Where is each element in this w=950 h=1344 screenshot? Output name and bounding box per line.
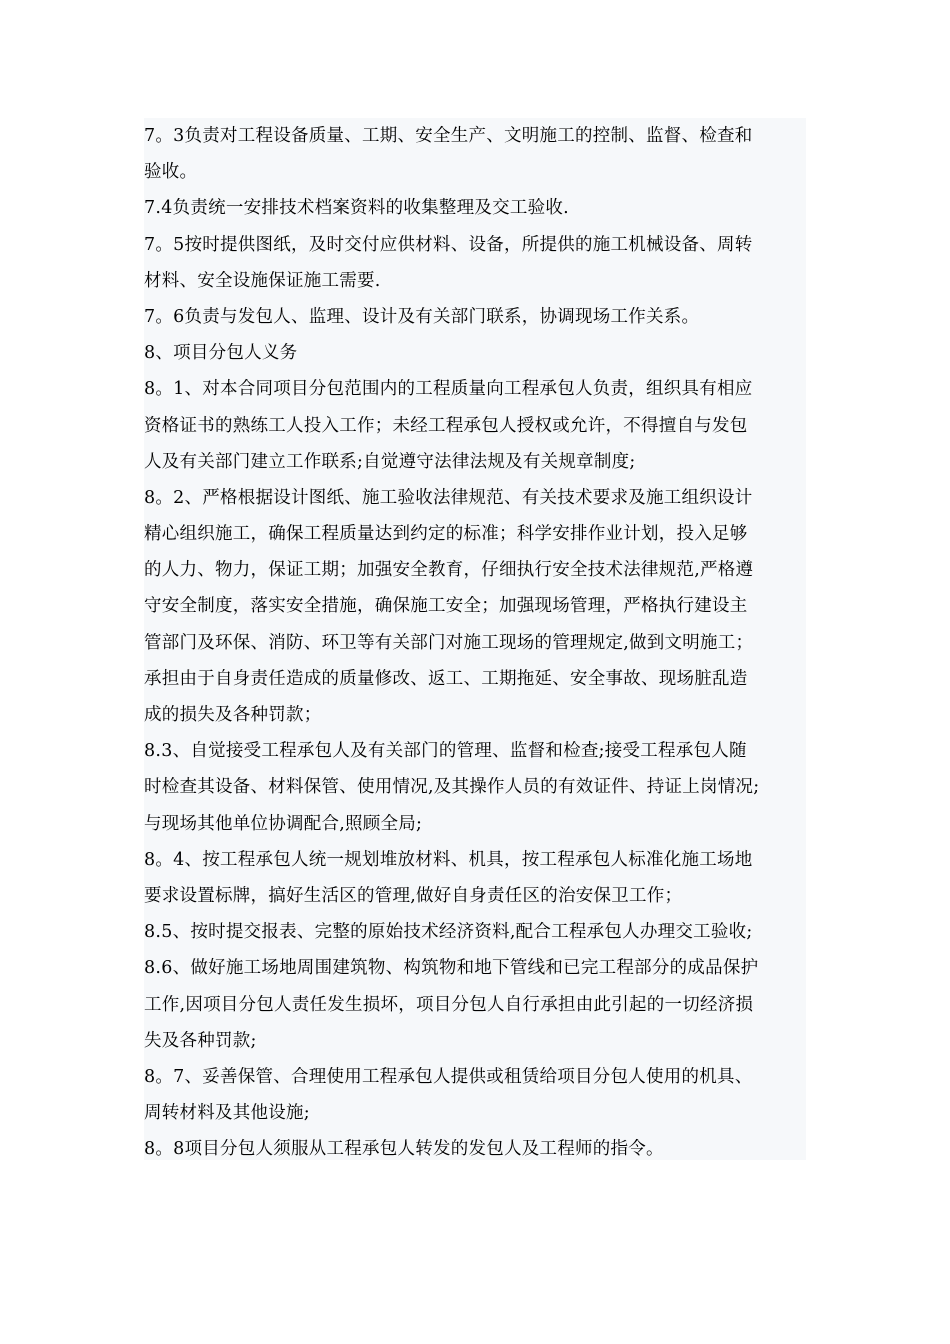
section-heading: 8、项目分包人义务 <box>144 343 298 364</box>
text-line: 时检查其设备、材料保管、使用情况,及其操作人员的有效证件、持证上岗情况; <box>144 777 760 798</box>
text-line: 材料、安全设施保证施工需要. <box>144 270 381 291</box>
text-line: 承担由于自身责任造成的质量修改、返工、工期拖延、安全事故、现场脏乱造 <box>144 668 748 689</box>
text-line: 成的损失及各种罚款； <box>144 705 322 725</box>
text-line: 8.5、按时提交报表、完整的原始技术经济资料,配合工程承包人办理交工验收; <box>144 922 753 943</box>
text-line: 周转材料及其他设施; <box>144 1103 310 1124</box>
text-line: 8。8项目分包人须服从工程承包人转发的发包人及工程师的指令。 <box>144 1139 664 1160</box>
text-line: 7.4负责统一安排技术档案资料的收集整理及交工验收. <box>144 198 569 219</box>
text-line: 8。7、妥善保管、合理使用工程承包人提供或租赁给项目分包人使用的机具、 <box>144 1066 753 1087</box>
text-line: 8.6、做好施工场地周围建筑物、构筑物和地下管线和已完工程部分的成品保护 <box>144 958 759 979</box>
text-line: 要求设置标牌，搞好生活区的管理,做好自身责任区的治安保卫工作； <box>144 885 683 906</box>
text-line: 失及各种罚款; <box>144 1030 257 1051</box>
text-line: 7。6负责与发包人、监理、设计及有关部门联系，协调现场工作关系。 <box>144 306 700 327</box>
text-line: 守安全制度，落实安全措施，确保施工安全；加强现场管理，严格执行建设主 <box>144 596 748 617</box>
text-line: 7。5按时提供图纸，及时交付应供材料、设备，所提供的施工机械设备、周转 <box>144 234 753 255</box>
text-line: 人及有关部门建立工作联系;自觉遵守法律法规及有关规章制度; <box>144 451 636 472</box>
text-line: 工作,因项目分包人责任发生损坏，项目分包人自行承担由此引起的一切经济损 <box>144 994 754 1015</box>
text-line: 验收。 <box>144 162 198 183</box>
text-line: 8。2、严格根据设计图纸、施工验收法律规范、有关技术要求及施工组织设计 <box>144 487 753 508</box>
text-line: 8。4、按工程承包人统一规划堆放材料、机具，按工程承包人标准化施工场地 <box>144 849 753 870</box>
text-line: 的人力、物力，保证工期；加强安全教育，仔细执行安全技术法律规范,严格遵 <box>144 560 754 581</box>
text-line: 与现场其他单位协调配合,照顾全局; <box>144 813 423 834</box>
text-line: 8.3、自觉接受工程承包人及有关部门的管理、监督和检查;接受工程承包人随 <box>144 741 747 762</box>
text-line: 8。1、对本合同项目分包范围内的工程质量向工程承包人负责，组织具有相应 <box>144 379 753 400</box>
text-line: 7。3负责对工程设备质量、工期、安全生产、文明施工的控制、监督、检查和 <box>144 126 753 146</box>
document-body <box>144 118 824 1167</box>
text-line: 管部门及环保、消防、环卫等有关部门对施工现场的管理规定,做到文明施工； <box>144 632 754 653</box>
text-line: 精心组织施工，确保工程质量达到约定的标准；科学安排作业计划，投入足够 <box>144 524 748 545</box>
text-line: 资格证书的熟练工人投入工作；未经工程承包人授权或允许，不得擅自与发包 <box>144 415 748 436</box>
